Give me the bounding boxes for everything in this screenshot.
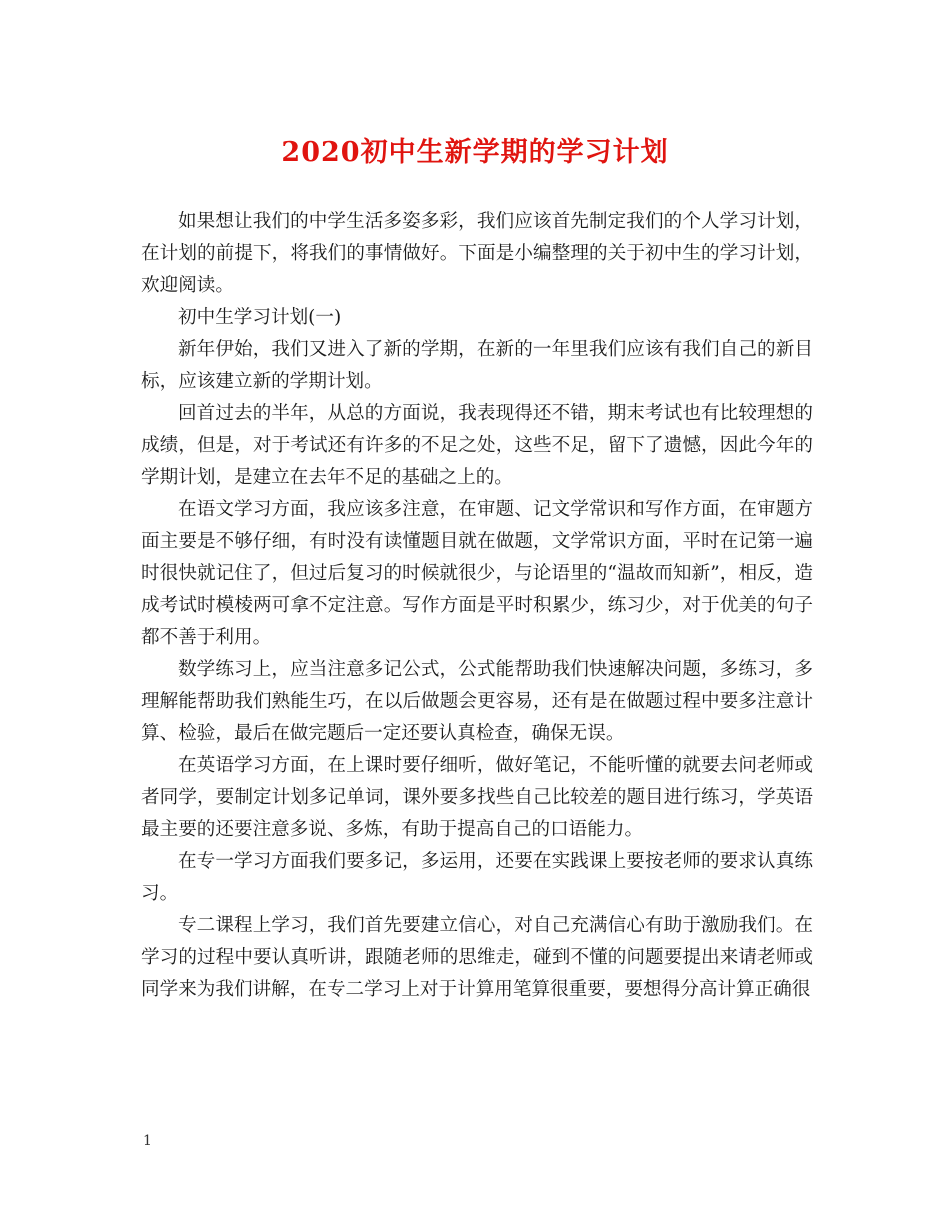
paragraph: 专二课程上学习，我们首先要建立信心，对自己充满信心有助于激励我们。在学习的过程中要认真听讲，跟随老师的思维走，碰到不懂的问题要提出来请老师或同学来为我们讲解，在专二学习上对于计算用笔算很重要，要想得分高计算正确很 [141,915,813,1000]
section-heading: 初中生学习计划(一) [178,307,342,328]
document-body [141,206,813,1006]
page-number: 1 [143,1133,152,1149]
paragraph-intro: 如果想让我们的中学生活多姿多彩，我们应该首先制定我们的个人学习计划，在计划的前提下，将我们的事情做好。下面是小编整理的关于初中生的学习计划，欢迎阅读。 [141,211,813,296]
paragraph: 在英语学习方面，在上课时要仔细听，做好笔记，不能听懂的就要去问老师或者同学，要制定计划多记单词，课外要多找些自己比较差的题目进行练习，学英语最主要的还要注意多说、多炼，有助于提高自己的口语能力。 [141,755,813,840]
paragraph: 在语文学习方面，我应该多注意，在审题、记文学常识和写作方面，在审题方面主要是不够仔细，有时没有读懂题目就在做题，文学常识方面，平时在记第一遍时很快就记住了，但过后复习的时候就很少，与论语里的“温故而知新”，相反，造成考试时模棱两可拿不定注意。写作方面是平时积累少，练习少，对于优美的句子都不善于利用。 [141,499,813,648]
document-title: 2020初中生新学期的学习计划 [281,137,669,168]
paragraph: 在专一学习方面我们要多记，多运用，还要在实践课上要按老师的要求认真练习。 [141,851,813,904]
paragraph: 新年伊始，我们又进入了新的学期，在新的一年里我们应该有我们自己的新目标，应该建立新的学期计划。 [141,339,813,392]
paragraph: 数学练习上，应当注意多记公式，公式能帮助我们快速解决问题，多练习，多理解能帮助我们熟能生巧，在以后做题会更容易，还有是在做题过程中要多注意计算、检验，最后在做完题后一定还要认真检查，确保无误。 [141,659,813,744]
paragraph: 回首过去的半年，从总的方面说，我表现得还不错，期末考试也有比较理想的成绩，但是，对于考试还有许多的不足之处，这些不足，留下了遗憾，因此今年的学期计划，是建立在去年不足的基础之上的。 [141,403,813,488]
